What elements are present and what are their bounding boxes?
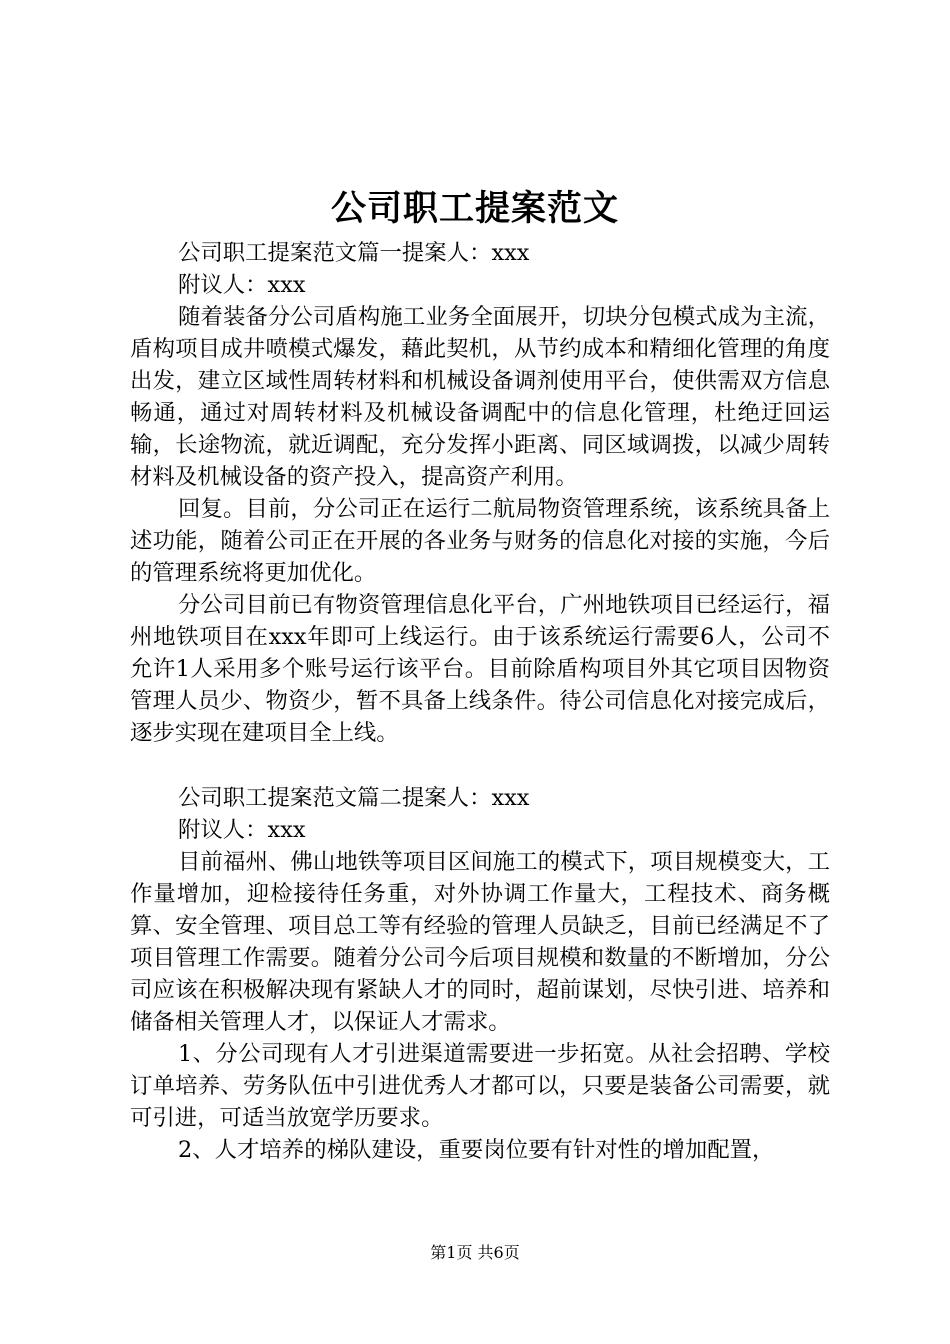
section2-point-2: 2、人才培养的梯队建设，重要岗位要有针对性的增加配置， [178, 1137, 775, 1163]
section2-point-1: 1、分公司现有人才引进渠道需要进一步拓宽。从社会招聘、学校订单培养、劳务队伍中引进优秀人才都可以，只要是装备公司需要，就可引进，可适当放宽学历要求。 [130, 1041, 830, 1131]
section1-reply: 回复。目前，分公司正在运行二航局物资管理系统，该系统具备上述功能，随着公司正在开展的各业务与财务的信息化对接的实施，今后的管理系统将更加优化。 [130, 496, 830, 586]
section1-status: 分公司目前已有物资管理信息化平台，广州地铁项目已经运行，福州地铁项目在xxx年即可上线运行。由于该系统运行需要6人，公司不允许1人采用多个账号运行该平台。目前除盾构项目外其它项目因物资管理人员少、物资少，暂不具备上线条件。待公司信息化对接完成后，逐步实现在建项目全上线。 [130, 592, 830, 746]
section1-proposal: 随着装备分公司盾构施工业务全面展开，切块分包模式成为主流，盾构项目成井喷模式爆发，藉此契机，从节约成本和精细化管理的角度出发，建立区域性周转材料和机械设备调剂使用平台，使供需双方信息畅通，通过对周转材料及机械设备调配中的信息化管理，杜绝迂回运输，长途物流，就近调配，充分发挥小距离、同区域调拨，以减少周转材料及机械设备的资产投入，提高资产利用。 [130, 304, 830, 490]
section2-proposal: 目前福州、佛山地铁等项目区间施工的模式下，项目规模变大，工作量增加，迎检接待任务重，对外协调工作量大，工程技术、商务概算、安全管理、项目总工等有经验的管理人员缺乏，目前已经满足不了项目管理工作需要。随着分公司今后项目规模和数量的不断增加，分公司应该在积极解决现有紧缺人才的同时，超前谋划，尽快引进、培养和储备相关管理人才，以保证人才需求。 [130, 849, 830, 1035]
document-title: 公司职工提案范文 [330, 188, 619, 229]
section1-heading: 公司职工提案范文篇一提案人：xxx [178, 240, 530, 266]
section2-heading: 公司职工提案范文篇二提案人：xxx [178, 785, 530, 811]
section1-seconder: 附议人：xxx [178, 272, 306, 298]
section-gap [130, 749, 830, 782]
section2-seconder: 附议人：xxx [178, 817, 306, 843]
document-body [130, 237, 830, 1166]
page-footer: 第1页 共6页 [430, 1243, 520, 1262]
